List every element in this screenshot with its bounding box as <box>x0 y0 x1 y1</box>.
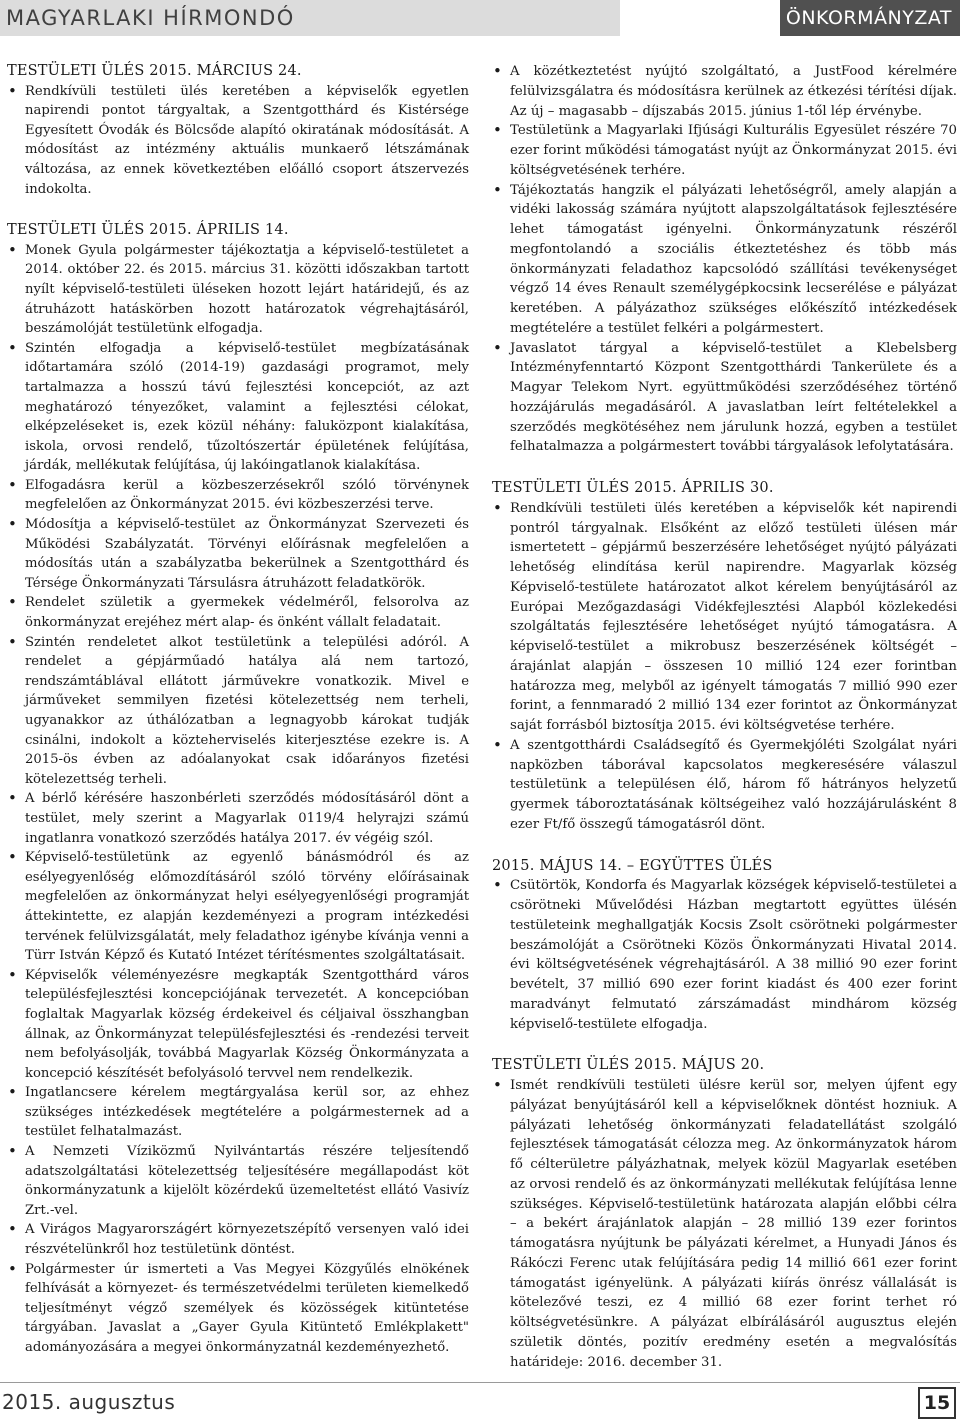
list-item: • Szintén elfogadja a képviselő-testület megbízatásának időtartamára szóló (2014-19) gazdasági programot, mely tartalmazza a hosszú távú fejlesztési koncepciót, az azt meghatározó tényezőket, valamint a fejlesztési célokat, elképzeléseket is, ezek közül néhány: faluközpont kialakítása, iskola, orvosi rendelő, tűzoltószertár épületének felújítása, járdák, mellékutak felújítása, új lakóingatlanok kialakítása. <box>7 339 469 476</box>
section-title: TESTÜLETI ÜLÉS 2015. MÁJUS 20. <box>492 1057 765 1074</box>
section-items <box>492 499 957 835</box>
list-item: • Ismét rendkívüli testületi ülésre kerül sor, melyen újfent egy pályázat benyújtásáról kell a képviselőknek döntést hozniuk. A pályázati lehetőség önkormányzati feladatellátást szolgáló fejlesztések támogatását célozza meg. Az önkormányzatok három fő célterületre pályázhatnak, melyek közül Magyarlak esetében az orvosi rendelő és az önkormányzati mellékutak felújítása lenne szükséges. Képviselő-testületünk határozata alapján előbbi célra – a bekért árajánlatok alapján – 28 millió 139 ezer forintos támogatásra nyújtunk be pályázati kérelmet, a Hunyadi János és Rákóczi Ferenc utak felújítására pedig 14 millió 661 ezer forint támogatást igényelünk. A pályázati kiírás önrész vállalását is kötelezővé teszi, ez 4 millió 68 ezer forint terhet ró költségvetésünkre. A pályázat elbírálásáról augusztus elején születik döntés, pozitív eredmény esetén a megvalósítás határideje: 2016. december 31. <box>492 1076 957 1372</box>
list-item: • A Virágos Magyarországért környezetszépítő versenyen való idei részvételünkről hoz testületünk döntést. <box>7 1220 469 1259</box>
section-title: 2015. MÁJUS 14. – EGYÜTTES ÜLÉS <box>492 857 773 874</box>
section-items <box>492 1076 957 1372</box>
page-number: 15 <box>918 1387 956 1419</box>
footer-divider <box>0 1382 960 1383</box>
list-item: • Képviselők véleményezésre megkapták Szentgotthárd város településfejlesztési koncepciójának tervezetét. A koncepcióban foglaltak Magyarlak község érdekeivel és céljaival összhangban állnak, az Önkormányzat településfejlesztési és -rendezési terveit nem befolyásolják, továbbá Magyarlak Község Önkormányzata a koncepció készítését befolyásoló tervvel nem rendelkezik. <box>7 966 469 1084</box>
section-items <box>7 82 469 200</box>
section-items <box>492 62 957 457</box>
list-item: • Polgármester úr ismerteti a Vas Megyei Közgyűlés elnökének felhívását a környezet- és természetvédelmi területen kiemelkedő teljesítményt végző személyek és közösségek kitüntetése tárgyában. Javaslat a „Gayer Gyula Kitüntető Emlékplakett" adományozására a megyei önkormányzatnál kezdeményezhető. <box>7 1260 469 1358</box>
list-item: • Testületünk a Magyarlaki Ifjúsági Kulturális Egyesület részére 70 ezer forint működési támogatást nyújt az Önkormányzat 2015. évi költségvetésének terhére. <box>492 121 957 180</box>
list-item: • Csütörtök, Kondorfa és Magyarlak községek képviselő-testületei a csörötneki Művelődési Házban megtartott együttes ülésén testületeink meghallgatják Kocsis Zsolt csörötneki polgármester beszámolóját a Csörötneki Közös Önkormányzati Hivatal 2014. évi költségvetésének végrehajtásáról. A 38 millió 90 ezer forint bevételt, 37 millió 690 ezer forint kiadást és 400 ezer forint maradványt felmutató zárszámadást mindhárom község képviselő-testülete elfogadja. <box>492 876 957 1034</box>
list-item: • Módosítja a képviselő-testület az Önkormányzat Szervezeti és Működési Szabályzatát. Törvényi előírásnak megfelelően a módosítás után a szabályzatba bekerülnek a Szentgotthárd és Térsége Önkormányzati Társulásra átruházott feladatkörök. <box>7 515 469 593</box>
list-item: • Képviselő-testületünk az egyenlő bánásmódról és az esélyegyenlőség előmozdításáról szóló törvény előírásainak megfelelően az önkormányzat helyi esélyegyenlőségi programját áttekintette, ez alapján kezdeményezi a program intézkedési tervének felülvizsgálatát, mely feladathoz igénybe kívánja venni a Türr István Képző és Kutató Intézet térítésmentes szolgáltatásait. <box>7 848 469 966</box>
issue-date: 2015. augusztus <box>2 1390 176 1414</box>
list-item: • Monek Gyula polgármester tájékoztatja a képviselő-testületet a 2014. október 22. és 2015. március 31. közötti időszakban tartott nyílt képviselő-testületi üléseken hozott lejárt határidejű, és az átruházott hatáskörben hozott határozatok végrehajtásáról, beszámolóját testületünk elfogadja. <box>7 241 469 339</box>
list-item: • A Nemzeti Víziközmű Nyilvántartás részére teljesítendő adatszolgáltatási kötelezettség teljesítésére megállapodást köt önkormányzatunk a kijelölt közérdekű üzemeltetést ellátó Vasivíz Zrt.-vel. <box>7 1142 469 1220</box>
section-title: TESTÜLETI ÜLÉS 2015. ÁPRILIS 14. <box>7 222 289 239</box>
list-item: • A bérlő kérésére haszonbérleti szerződés módosításáról dönt a testület, mely szerint a Magyarlak 0119/4 helyrajzi számú ingatlanra vonatkozó szerződés hatálya 2017. év végéig szól. <box>7 789 469 848</box>
list-item: • Rendelet születik a gyermekek védelméről, felsorolva az önkormányzat erejéhez mért alap- és önként vállalt feladatait. <box>7 593 469 632</box>
list-item: • A szentgotthárdi Családsegítő és Gyermekjóléti Szolgálat nyári napközben táborával kapcsolatos megkeresésére válaszul testületünk a településen élő, három fő hátrányos helyzetű gyermek táboroztatásának költségeihez való hozzájárulásként 8 ezer Ft/fő összegű támogatásról dönt. <box>492 736 957 835</box>
list-item: • A közétkeztetést nyújtó szolgáltató, a JustFood kérelmére felülvizsgálatra és módosításra kerülnek az étkezési térítési díjak. Az új – magasabb – díjszabás 2015. június 1-től lép érvénybe. <box>492 62 957 121</box>
list-item: • Rendkívüli testületi ülés keretében a képviselők egyetlen napirendi pontot tárgyaltak, a Szentgotthárd és Kistérsége Egyesített Óvodák és Bölcsőde alapító okiratának módosítását. A módosítást az intézmény aktuális munkaerő létszámának változása, az ennek következtében előálló csoport átszervezés indokolta. <box>7 82 469 200</box>
list-item: • Elfogadásra kerül a közbeszerzésekről szóló törvénynek megfelelően az Önkormányzat 2015. évi közbeszerzési terve. <box>7 476 469 515</box>
section-label: ÖNKORMÁNYZAT <box>780 0 960 36</box>
left-column <box>7 62 469 1358</box>
list-item: • Tájékoztatás hangzik el pályázati lehetőségről, amely alapján a vidéki lakosság számára nyújtott alapszolgáltatások fejlesztésére lehet támogatást igényelni. Önkormányzatunk részéről megfontolandó a szociális étkeztetéshez és több más önkormányzati feladathoz kapcsolódó szállítási tevékenységet végző 14 éves Renault személygépkocsink lecserélése e pályázat keretében. A pályázathoz szükséges előkészítő intézkedések megtételére a testület felkéri a polgármestert. <box>492 181 957 339</box>
list-item: • Ingatlancsere kérelem megtárgyalása kerül sor, az ehhez szükséges intézkedések megtételére a polgármesternek ad a testület felhatalmazást. <box>7 1083 469 1142</box>
list-item: • Javaslatot tárgyal a képviselő-testület a Klebelsberg Intézményfenntartó Központ Szentgotthárdi Tankerülete és a Magyar Telekom Nyrt. együttműködési szerződéséhez történő hozzájárulás megadásáról. A javaslatban leírt feltételekkel a szerződés megkötéséhez nem járulunk hozzá, egyben a testület felhatalmazza a polgármestert további tárgyalások lefolytatására. <box>492 339 957 458</box>
publication-title: MAGYARLAKI HÍRMONDÓ <box>0 0 620 36</box>
right-column <box>492 62 957 1372</box>
section-title: TESTÜLETI ÜLÉS 2015. ÁPRILIS 30. <box>492 480 774 496</box>
page-header <box>0 0 960 36</box>
list-item: • Rendkívüli testületi ülés keretében a képviselők két napirendi pontról tárgyalnak. Elsőként az előző testületi ülésen már ismertetett – gépjármű beszerzésére lehetőséget nyújtó pályázati lehetőség elindítása kerül napirendre. Magyarlak község Képviselő-testülete határozatot alkot kérelem benyújtásáról az Európai Mezőgazdasági Vidékfejlesztési Alapból közlekedési szolgáltatás fejlesztésére lehetőséget nyújtó támogatásra. A képviselő-testület a mikrobusz beszerzésének költségét – árajánlat alapján – összesen 10 millió 124 ezer forintban határozza meg, melyből az igényelt támogatás 7 millió 990 ezer forint, a fennmaradó 2 millió 134 ezer forintot az Önkormányzat saját forrásból biztosítja 2015. évi költségvetése terhére. <box>492 499 957 736</box>
section-items <box>7 241 469 1358</box>
list-item: • Szintén rendeletet alkot testületünk a települési adóról. A rendelet a gépjárműadó hatálya alá nem tartozó, rendszámtáblával ellátott járművekre vonatkozik. Mivel e járműveket semmilyen fizetési kötelezettség nem terheli, ugyanakkor az úthálózatban a legnagyobb károkat tudják csinálni, indokolt a közteherviselés kiterjesztése ezekre is. A 2015-ös évben az adóalanyokat csak időarányos fizetési kötelezettség terheli. <box>7 633 469 790</box>
section-title: TESTÜLETI ÜLÉS 2015. MÁRCIUS 24. <box>7 63 302 79</box>
section-items <box>492 876 957 1034</box>
